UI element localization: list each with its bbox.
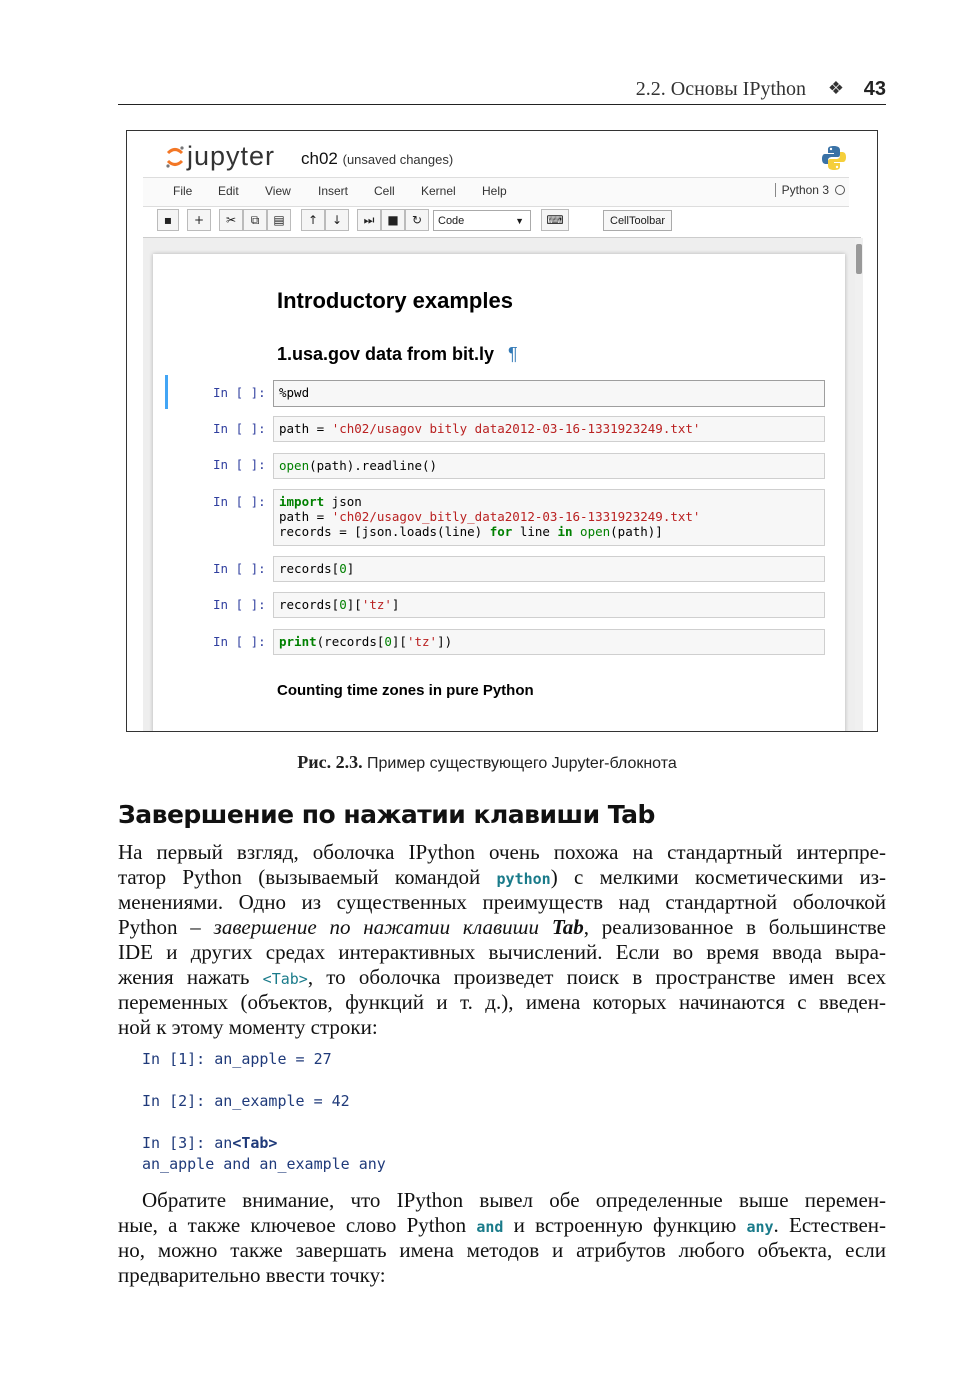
move-down-button[interactable] [325, 209, 349, 231]
notebook-title-heading: Introductory examples [277, 288, 513, 313]
kernel-idle-icon [835, 185, 845, 195]
code-cell[interactable] [273, 489, 825, 546]
inline-code: <Tab> [262, 970, 308, 988]
paste-button[interactable] [267, 209, 291, 231]
code-line: print(records[0]['tz']) [279, 634, 453, 649]
jupyter-screenshot [126, 130, 878, 732]
copy-icon: ⧉ [250, 213, 260, 227]
menu-file[interactable]: File [173, 184, 193, 198]
restart-button[interactable] [405, 209, 429, 231]
kernel-name: Python 3 [781, 183, 829, 197]
paragraph [118, 840, 886, 1040]
code-cell[interactable] [273, 592, 825, 618]
save-status: (unsaved changes) [342, 152, 454, 167]
input-prompt: In [ ]: [213, 494, 266, 509]
menu-bar [143, 177, 849, 207]
save-icon: ▪ [163, 213, 173, 227]
arrow-down-icon: ↓ [331, 213, 343, 227]
text-line: ные, а также ключевое слово Python and и встроенную функцию any. Естествен- [118, 1213, 887, 1237]
code-line: records[0]['tz'] [279, 597, 400, 612]
save-button[interactable] [157, 209, 179, 231]
move-up-button[interactable] [301, 209, 325, 231]
paste-icon: ▤ [273, 213, 285, 227]
paragraph [118, 1188, 886, 1288]
inline-code: any [746, 1218, 774, 1236]
section-title: 2.2. Основы IPython [635, 78, 806, 100]
toolbar [157, 209, 857, 233]
notebook-title: ch02 [301, 149, 338, 168]
text-line: Python – завершение по нажатии клавиши Tab, реализованное в большинстве [118, 915, 887, 939]
text-line: На первый взгляд, оболочка IPython очень похожа на стандартный интерпре- [118, 840, 886, 864]
inline-code: python [496, 870, 551, 888]
input-prompt: In [ ]: [213, 561, 266, 576]
ornament: ❖ [827, 78, 844, 99]
code-line: %pwd [279, 385, 310, 400]
notebook-subheading [277, 344, 518, 365]
text-line: ной к этому моменту строки: [118, 1015, 378, 1039]
anchor-link-icon[interactable]: ¶ [508, 344, 518, 364]
arrow-up-icon: ↑ [307, 213, 319, 227]
page-number: 43 [863, 78, 886, 100]
menu-cell[interactable]: Cell [374, 184, 395, 198]
code-line: records[0] [279, 561, 355, 576]
jupyter-wordmark: jupyter [187, 141, 276, 171]
input-prompt: In [ ]: [213, 457, 266, 472]
section-heading: Counting time zones in pure Python [277, 682, 534, 699]
caption-text: Пример существующего Jupyter-блокнота [367, 755, 677, 772]
keyboard-icon: ⌨ [546, 213, 564, 227]
cell-type-value: Code [438, 215, 465, 227]
code-example-line: In [1]: an_apple = 27 [142, 1050, 332, 1068]
emphasis: завершение по нажатии клавиши [213, 915, 552, 939]
figure-caption [0, 752, 974, 773]
caption-label: Рис. 2.3. [297, 752, 363, 772]
selected-cell-indicator [165, 375, 168, 409]
input-prompt: In [ ]: [213, 597, 266, 612]
jupyter-logo-icon [165, 145, 185, 169]
scrollbar-thumb[interactable] [856, 244, 862, 274]
cut-button[interactable] [219, 209, 243, 231]
section-heading-tab-completion: Завершение по нажатии клавиши Tab [118, 800, 655, 829]
code-line: path = 'ch02/usagov bitly data2012-03-16-1331923249.txt' [279, 421, 701, 436]
text-line: IDE и других средах интерактивных вычислений. Если во время ввода выра- [118, 940, 886, 964]
text-line: предварительно ввести точку: [118, 1263, 386, 1287]
text-line: но, можно также завершать имена методов и атрибутов любого объекта, если [118, 1238, 886, 1262]
insert-cell-button[interactable] [187, 209, 211, 231]
text-line: Обратите внимание, что IPython вывел обе определенные выше перемен- [142, 1188, 886, 1212]
code-cell[interactable] [273, 380, 825, 407]
command-palette-button[interactable] [541, 209, 569, 231]
running-head [118, 76, 886, 105]
kernel-indicator [775, 183, 845, 197]
menu-kernel[interactable]: Kernel [421, 184, 456, 198]
restart-icon: ↻ [411, 213, 423, 227]
notebook-name[interactable] [301, 149, 453, 169]
stop-icon: ■ [387, 213, 399, 227]
code-example-output: an_apple and an_example any [142, 1155, 386, 1173]
text-line: татор Python (вызываемый командой python) с мелкими косметическими из- [118, 865, 886, 889]
code-example-line: In [3]: an<Tab> [142, 1134, 278, 1152]
run-icon: ⏭ [363, 213, 375, 227]
interrupt-button[interactable] [381, 209, 405, 231]
cut-icon: ✂ [225, 213, 237, 227]
caret-down-icon: ▼ [515, 216, 524, 226]
menu-edit[interactable]: Edit [218, 184, 239, 198]
run-button[interactable] [357, 209, 381, 231]
code-cell[interactable] [273, 453, 825, 479]
python-logo-icon [821, 145, 847, 171]
tab-key: <Tab> [232, 1134, 278, 1152]
code-line: open(path).readline() [279, 458, 438, 473]
celltoolbar-button[interactable]: CellToolbar [603, 210, 672, 231]
text-line: переменных (объектов, функций и т. д.), имена которых начинаются с введен- [118, 990, 886, 1014]
cell-type-select[interactable] [433, 210, 531, 231]
text-line: менениями. Одно из существенных преимуществ над стандартной оболочкой [118, 890, 886, 914]
subheading-text: 1.usa.gov data from bit.ly [277, 344, 495, 364]
notebook-page [153, 254, 845, 732]
code-example-line: In [2]: an_example = 42 [142, 1092, 350, 1110]
input-prompt: In [ ]: [213, 385, 266, 400]
input-prompt: In [ ]: [213, 634, 266, 649]
code-cell[interactable] [273, 416, 825, 442]
menu-insert[interactable]: Insert [318, 184, 349, 198]
code-line: import json path = 'ch02/usagov_bitly_data2012-03-16-1331923249.txt' records = [json.loads(line) for line in open(path)] [279, 494, 701, 539]
strong-emphasis: Tab [551, 915, 584, 939]
text-line: жения нажать <Tab>, то оболочка произведет поиск в пространстве имен всех [118, 965, 886, 989]
code-cell[interactable] [273, 556, 825, 582]
plus-icon: + [193, 213, 205, 227]
code-cell[interactable] [273, 629, 825, 655]
menu-help[interactable]: Help [482, 184, 507, 198]
menu-view[interactable]: View [265, 184, 291, 198]
copy-button[interactable] [243, 209, 267, 231]
input-prompt: In [ ]: [213, 421, 266, 436]
scrollbar[interactable] [855, 238, 863, 732]
inline-code: and [476, 1218, 504, 1236]
notebook-area [143, 237, 861, 732]
